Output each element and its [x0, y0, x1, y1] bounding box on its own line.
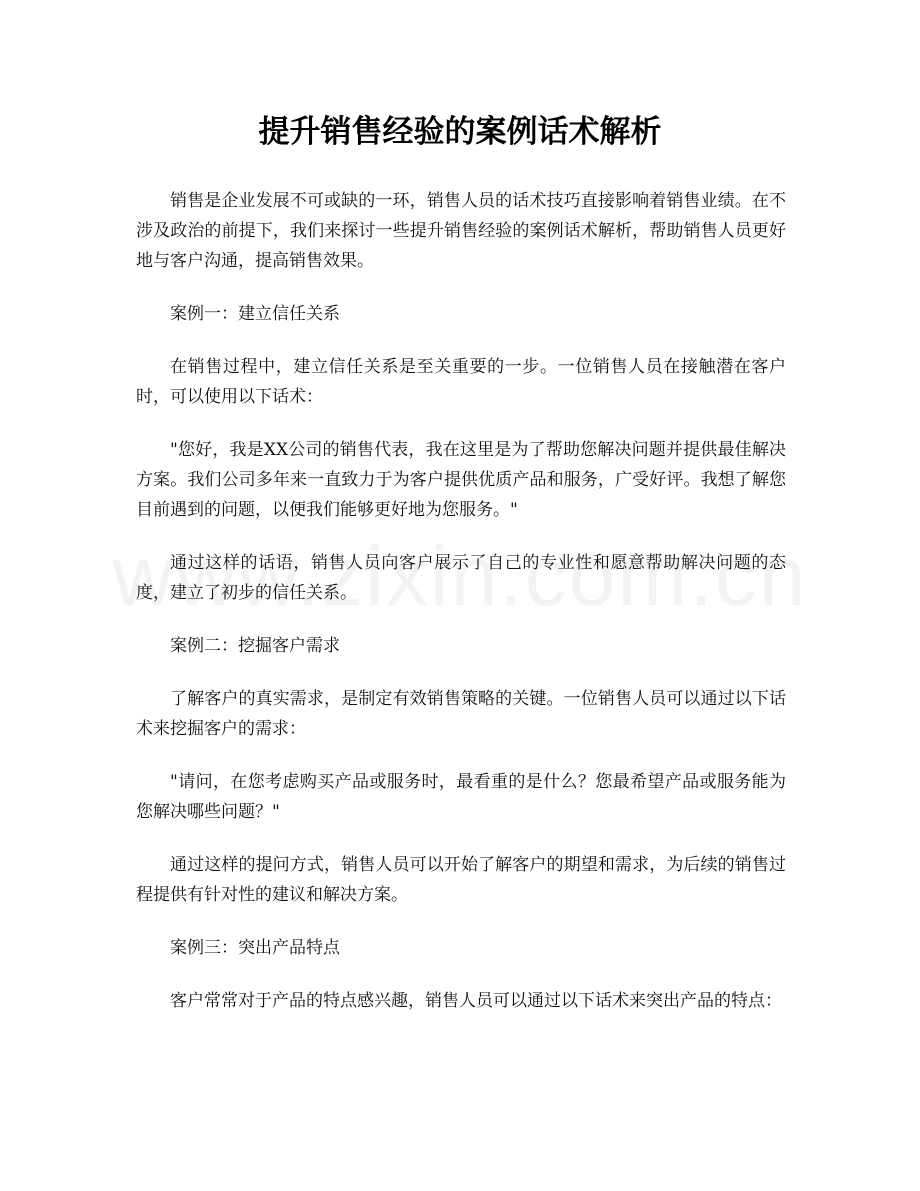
case-2-script-quote: "请问，在您考虑购买产品或服务时，最看重的是什么？您最希望产品或服务能为您解决哪些问题？" [136, 772, 786, 822]
case-1-script-quote: "您好，我是XX公司的销售代表，我在这里是为了帮助您解决问题并提供最佳解决方案。我们公司多年来一直致力于为客户提供优质产品和服务，广受好评。我想了解您目前遇到的问题，以便我们能够更好地为您服务。" [136, 440, 786, 520]
case-3-description: 客户常常对于产品的特点感兴趣，销售人员可以通过以下话术来突出产品的特点： [170, 991, 782, 1011]
document-body [136, 186, 786, 1039]
case-1-analysis: 通过这样的话语，销售人员向客户展示了自己的专业性和愿意帮助解决问题的态度，建立了初步的信任关系。 [136, 553, 786, 603]
case-2-heading: 案例二：挖掘客户需求 [170, 636, 340, 656]
case-1-heading: 案例一：建立信任关系 [170, 304, 340, 324]
case-2-analysis: 通过这样的提问方式，销售人员可以开始了解客户的期望和需求，为后续的销售过程提供有针对性的建议和解决方案。 [136, 855, 786, 905]
case-1-description: 在销售过程中，建立信任关系是至关重要的一步。一位销售人员在接触潜在客户时，可以使用以下话术： [136, 357, 786, 407]
page-title: 提升销售经验的案例话术解析 [258, 114, 662, 150]
case-2-description: 了解客户的真实需求，是制定有效销售策略的关键。一位销售人员可以通过以下话术来挖掘客户的需求： [136, 689, 786, 739]
intro-paragraph: 销售是企业发展不可或缺的一环，销售人员的话术技巧直接影响着销售业绩。在不涉及政治的前提下，我们来探讨一些提升销售经验的案例话术解析，帮助销售人员更好地与客户沟通，提高销售效果。 [136, 191, 786, 271]
case-3-heading: 案例三：突出产品特点 [170, 938, 340, 958]
